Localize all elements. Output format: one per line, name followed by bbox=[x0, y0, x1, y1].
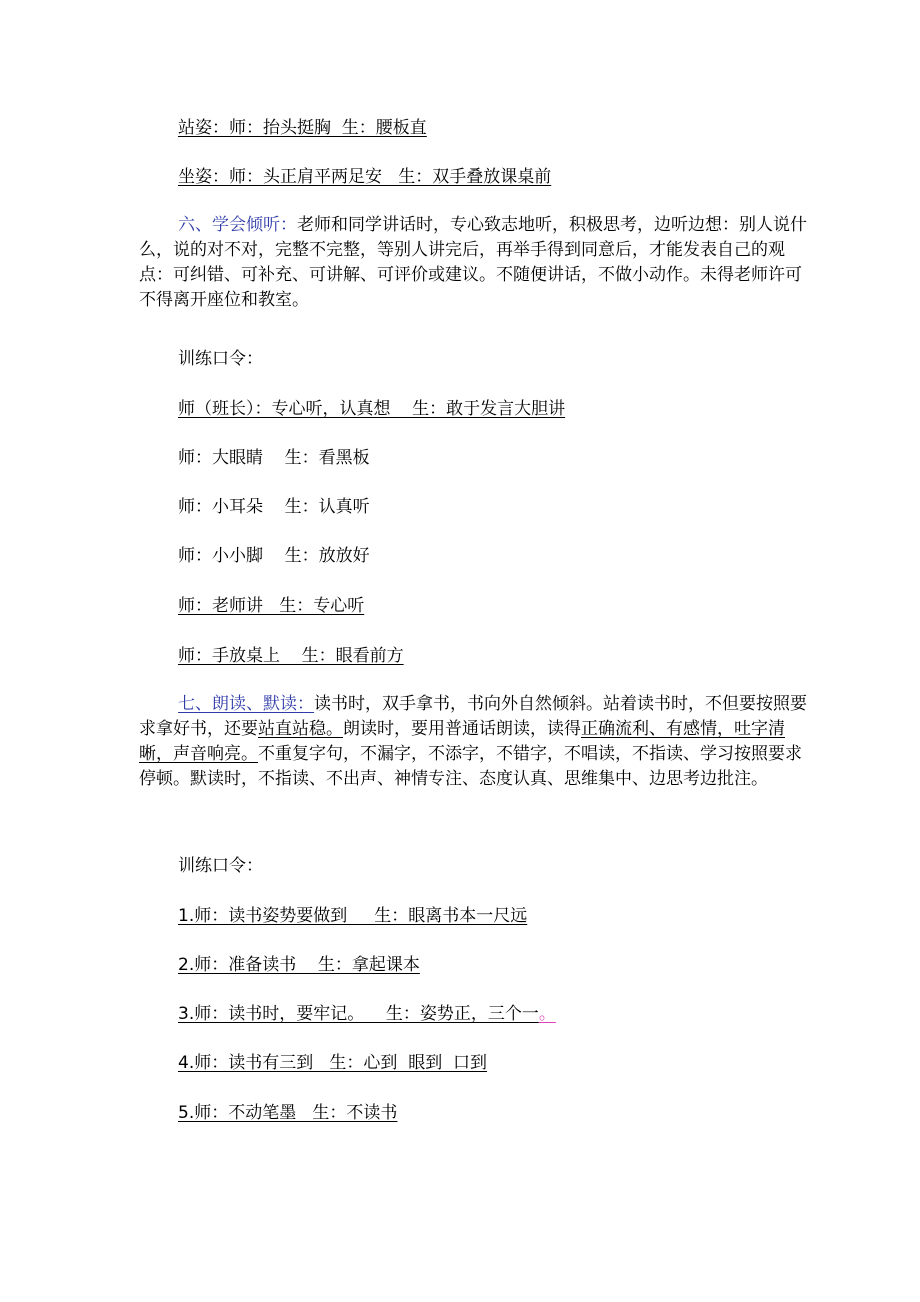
section6-drill-6: 师：手放桌上 生：眼看前方 bbox=[178, 646, 404, 666]
section7-drill-3-tail: 。 bbox=[538, 1004, 556, 1024]
section6-heading: 六、学会倾听： bbox=[178, 215, 297, 235]
section6-drill-4: 师：小小脚 生：放放好 bbox=[178, 546, 370, 566]
section7-drill-2: 2.师：准备读书 生：拿起课本 bbox=[178, 955, 420, 975]
section7-heading: 七、朗读、默读： bbox=[178, 694, 314, 714]
section7-drill-1: 1.师：读书姿势要做到 生：眼离书本一尺远 bbox=[178, 906, 528, 926]
section6-paragraph bbox=[139, 213, 809, 313]
section7-paragraph bbox=[139, 692, 809, 792]
stand-posture-line: 站姿：师：抬头挺胸 生：腰板直 bbox=[178, 118, 427, 138]
section6-drill-3: 师：小耳朵 生：认真听 bbox=[178, 497, 370, 517]
section6-drill-label: 训练口令： bbox=[178, 349, 263, 369]
section7-drill-3-text: 3.师：读书时，要牢记。 生：姿势正，三个一 bbox=[178, 1004, 539, 1024]
sit-posture-line: 坐姿：师：头正肩平两足安 生：双手叠放课桌前 bbox=[178, 167, 552, 187]
section7-drill-4: 4.师：读书有三到 生：心到 眼到 口到 bbox=[178, 1053, 488, 1073]
section7-text-1: 读书时，双手拿书，书向外自然倾斜。站着读书时，不但要按照要求拿好书，还要 bbox=[139, 694, 807, 739]
section6-drill-5: 师：老师讲 生：专心听 bbox=[178, 596, 365, 616]
section6-body: 老师和同学讲话时，专心致志地听，积极思考，边听边想：别人说什么，说的对不对，完整不完整，等别人讲完后，再举手得到同意后，才能发表自己的观点：可纠错、可补充、可讲解、可评价或建议。不随便讲话，不做小动作。未得老师许可不得离开座位和教室。 bbox=[139, 215, 807, 310]
section7-text-4: 正确流利、有感情，吐字清晰，声音响亮。 bbox=[139, 719, 785, 764]
section7-drill-label: 训练口令： bbox=[178, 856, 263, 876]
section7-text-3: 朗读时，要用普通话朗读，读得 bbox=[343, 719, 581, 739]
section6-drill-1: 师（班长）：专心听，认真想 生：敢于发言大胆讲 bbox=[178, 399, 566, 419]
section7-text-2: 站直站稳。 bbox=[258, 719, 343, 739]
section7-drill-3 bbox=[178, 1004, 556, 1024]
section6-drill-2: 师：大眼睛 生：看黑板 bbox=[178, 448, 370, 468]
section7-drill-5: 5.师：不动笔墨 生：不读书 bbox=[178, 1103, 398, 1123]
section7-text-5: 不重复字句，不漏字，不添字，不错字，不唱读，不指读、学习按照要求停顿。默读时，不指读、不出声、神情专注、态度认真、思维集中、边思考边批注。 bbox=[139, 744, 802, 789]
